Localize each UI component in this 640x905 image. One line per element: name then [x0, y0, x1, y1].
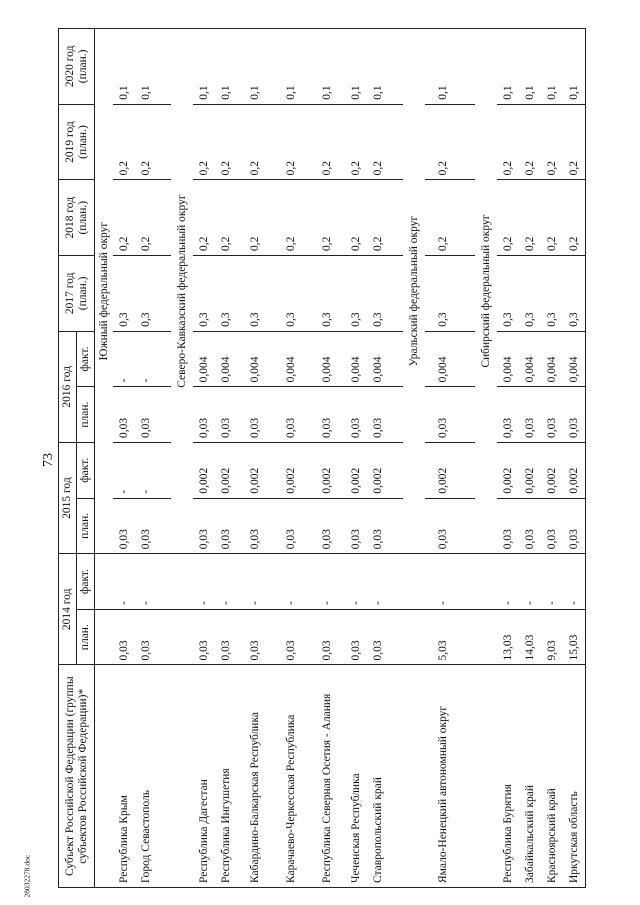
spacer-row — [389, 29, 403, 888]
value-cell: 0,2 — [367, 104, 389, 180]
value-cell: 0,2 — [309, 104, 345, 180]
value-cell: 0,2 — [425, 104, 461, 180]
header-2019: 2019 год (план.) — [59, 104, 95, 180]
value-cell: - — [113, 554, 135, 610]
value-cell: 0,1 — [425, 29, 461, 105]
region-spacer — [171, 554, 193, 610]
spacer-cell — [461, 498, 475, 554]
subject-name: Ямало-Ненецкий автономный округ — [425, 665, 461, 888]
table-row — [135, 29, 157, 888]
value-cell: 0,03 — [309, 609, 345, 665]
value-cell: 0,3 — [215, 256, 237, 332]
table-row — [215, 29, 237, 888]
spacer-cell — [461, 554, 475, 610]
value-cell: 0,004 — [497, 331, 519, 387]
value-cell: 0,3 — [345, 256, 367, 332]
region-spacer — [171, 609, 193, 665]
spacer-cell — [157, 104, 171, 180]
value-cell: 0,2 — [237, 104, 273, 180]
value-cell: 0,004 — [367, 331, 389, 387]
value-cell: 0,3 — [497, 256, 519, 332]
region-label: Южный федеральный округ — [95, 29, 114, 554]
value-cell: 0,2 — [519, 180, 541, 256]
value-cell: - — [425, 554, 461, 610]
value-cell: - — [135, 442, 157, 498]
value-cell: 0,2 — [193, 104, 215, 180]
value-cell: 0,3 — [309, 256, 345, 332]
spacer-cell — [461, 331, 475, 387]
spacer-cell — [157, 331, 171, 387]
table-row — [193, 29, 215, 888]
value-cell: 0,004 — [193, 331, 215, 387]
value-cell: 0,03 — [193, 498, 215, 554]
subject-name: Город Севастополь — [135, 665, 157, 888]
subject-name: Забайкальский край — [519, 665, 541, 888]
value-cell: 0,03 — [273, 387, 309, 443]
spacer-cell — [157, 609, 171, 665]
value-cell: 0,2 — [497, 180, 519, 256]
value-cell: 0,004 — [309, 331, 345, 387]
value-cell: 0,3 — [135, 256, 157, 332]
region-spacer — [475, 609, 497, 665]
region-spacer — [403, 609, 425, 665]
value-cell: - — [135, 331, 157, 387]
value-cell: 0,2 — [309, 180, 345, 256]
spacer-cell — [389, 180, 403, 256]
subject-name: Карачаево-Черкесская Республика — [273, 665, 309, 888]
spacer-cell — [389, 442, 403, 498]
value-cell: 0,002 — [541, 442, 563, 498]
value-cell: 15,03 — [563, 609, 586, 665]
value-cell: 0,03 — [113, 609, 135, 665]
value-cell: 0,2 — [563, 180, 586, 256]
value-cell: 0,03 — [135, 609, 157, 665]
spacer-cell — [157, 498, 171, 554]
spacer-cell — [389, 331, 403, 387]
value-cell: 0,004 — [541, 331, 563, 387]
spacer-row — [157, 29, 171, 888]
value-cell: 0,03 — [193, 609, 215, 665]
value-cell: 0,002 — [425, 442, 461, 498]
value-cell: 0,03 — [367, 387, 389, 443]
subject-name: Республика Северная Осетия - Алания — [309, 665, 345, 888]
spacer-cell — [389, 609, 403, 665]
spacer-cell — [157, 554, 171, 610]
header-2014-plan: план. — [77, 609, 95, 665]
value-cell: 0,2 — [215, 104, 237, 180]
value-cell: 0,002 — [367, 442, 389, 498]
value-cell: 0,03 — [519, 387, 541, 443]
value-cell: 0,2 — [541, 104, 563, 180]
region-spacer — [403, 665, 425, 888]
value-cell: 0,03 — [135, 498, 157, 554]
header-2017: 2017 год (план.) — [59, 256, 95, 332]
page-number: 73 — [41, 453, 56, 467]
value-cell: 0,03 — [367, 609, 389, 665]
table-row — [519, 29, 541, 888]
subject-name: Кабардино-Балкарская Республика — [237, 665, 273, 888]
spacer-cell — [389, 256, 403, 332]
value-cell: 0,3 — [273, 256, 309, 332]
value-cell: - — [345, 554, 367, 610]
header-2015-fact: факт. — [77, 442, 95, 498]
region-spacer — [95, 554, 114, 610]
table-row — [113, 29, 135, 888]
value-cell: 0,002 — [345, 442, 367, 498]
value-cell: 0,002 — [215, 442, 237, 498]
value-cell: 0,002 — [237, 442, 273, 498]
value-cell: 0,03 — [345, 498, 367, 554]
value-cell: 14,03 — [519, 609, 541, 665]
value-cell: 0,03 — [563, 387, 586, 443]
header-2015-plan: план. — [77, 498, 95, 554]
table-row — [367, 29, 389, 888]
value-cell: 0,2 — [345, 104, 367, 180]
value-cell: 0,004 — [273, 331, 309, 387]
spacer-cell — [157, 665, 171, 888]
value-cell: - — [113, 442, 135, 498]
region-label: Сибирский федеральный округ — [475, 29, 497, 554]
value-cell: 0,03 — [541, 387, 563, 443]
region-row — [403, 29, 425, 888]
table-row — [541, 29, 563, 888]
value-cell: 0,2 — [215, 180, 237, 256]
region-label: Северо-Кавказский федеральный округ — [171, 29, 193, 554]
value-cell: 0,03 — [215, 387, 237, 443]
spacer-cell — [461, 256, 475, 332]
value-cell: 0,2 — [113, 104, 135, 180]
spacer-cell — [461, 442, 475, 498]
value-cell: - — [309, 554, 345, 610]
value-cell: 9,03 — [541, 609, 563, 665]
value-cell: 0,004 — [215, 331, 237, 387]
spacer-cell — [389, 665, 403, 888]
value-cell: 0,004 — [345, 331, 367, 387]
value-cell: 0,1 — [113, 29, 135, 105]
value-cell: 0,3 — [519, 256, 541, 332]
value-cell: 0,3 — [425, 256, 461, 332]
value-cell: 0,2 — [367, 180, 389, 256]
spacer-cell — [461, 609, 475, 665]
value-cell: 0,2 — [237, 180, 273, 256]
value-cell: 0,03 — [367, 498, 389, 554]
value-cell: 0,004 — [519, 331, 541, 387]
region-spacer — [403, 554, 425, 610]
value-cell: 0,1 — [193, 29, 215, 105]
value-cell: 0,002 — [193, 442, 215, 498]
value-cell: - — [215, 554, 237, 610]
value-cell: 0,03 — [237, 387, 273, 443]
value-cell: - — [237, 554, 273, 610]
value-cell: 0,2 — [497, 104, 519, 180]
spacer-cell — [461, 29, 475, 105]
value-cell: 0,03 — [425, 498, 461, 554]
value-cell: 0,1 — [215, 29, 237, 105]
spacer-cell — [389, 387, 403, 443]
region-row — [171, 29, 193, 888]
table-body — [95, 29, 586, 888]
value-cell: 0,1 — [367, 29, 389, 105]
header-2016: 2016 год — [59, 331, 77, 442]
value-cell: 0,1 — [309, 29, 345, 105]
table-row — [237, 29, 273, 888]
region-spacer — [95, 665, 114, 888]
value-cell: 0,03 — [309, 498, 345, 554]
spacer-cell — [157, 29, 171, 105]
value-cell: 0,03 — [309, 387, 345, 443]
value-cell: 0,1 — [541, 29, 563, 105]
spacer-cell — [461, 104, 475, 180]
spacer-cell — [389, 104, 403, 180]
value-cell: 0,3 — [113, 256, 135, 332]
spacer-cell — [157, 387, 171, 443]
value-cell: 0,2 — [135, 180, 157, 256]
value-cell: 0,2 — [345, 180, 367, 256]
header-2014: 2014 год — [59, 554, 77, 665]
value-cell: 13,03 — [497, 609, 519, 665]
rotated-table-container — [58, 28, 628, 888]
data-table — [58, 28, 586, 888]
value-cell: 0,3 — [541, 256, 563, 332]
table-row — [273, 29, 309, 888]
value-cell: 5,03 — [425, 609, 461, 665]
region-spacer — [171, 665, 193, 888]
value-cell: 0,03 — [237, 609, 273, 665]
header-subject: Субъект Российской Федерации (группы субъектов Российской Федерации)* — [59, 665, 95, 888]
spacer-cell — [461, 665, 475, 888]
spacer-cell — [461, 387, 475, 443]
value-cell: 0,002 — [519, 442, 541, 498]
subject-name: Чеченская Республика — [345, 665, 367, 888]
value-cell: 0,002 — [497, 442, 519, 498]
value-cell: 0,2 — [273, 180, 309, 256]
spacer-cell — [389, 554, 403, 610]
value-cell: 0,03 — [113, 387, 135, 443]
value-cell: 0,1 — [135, 29, 157, 105]
subject-name: Красноярский край — [541, 665, 563, 888]
subject-name: Ставропольский край — [367, 665, 389, 888]
value-cell: 0,1 — [345, 29, 367, 105]
header-2016-fact: факт. — [77, 331, 95, 387]
value-cell: 0,1 — [237, 29, 273, 105]
value-cell: 0,2 — [135, 104, 157, 180]
spacer-cell — [389, 498, 403, 554]
value-cell: 0,1 — [273, 29, 309, 105]
spacer-cell — [157, 256, 171, 332]
table-row — [563, 29, 586, 888]
region-label: Уральский федеральный округ — [403, 29, 425, 554]
value-cell: 0,03 — [273, 609, 309, 665]
value-cell: 0,2 — [113, 180, 135, 256]
value-cell: 0,03 — [113, 498, 135, 554]
value-cell: 0,004 — [425, 331, 461, 387]
subject-name: Республика Дагестан — [193, 665, 215, 888]
header-2014-fact: факт. — [77, 554, 95, 610]
value-cell: 0,03 — [563, 498, 586, 554]
value-cell: 0,2 — [519, 104, 541, 180]
region-spacer — [95, 609, 114, 665]
header-2020: 2020 год (план.) — [59, 29, 95, 105]
table-row — [345, 29, 367, 888]
value-cell: - — [497, 554, 519, 610]
value-cell: 0,03 — [519, 498, 541, 554]
table-row — [497, 29, 519, 888]
value-cell: 0,03 — [193, 387, 215, 443]
value-cell: 0,2 — [425, 180, 461, 256]
value-cell: - — [193, 554, 215, 610]
value-cell: 0,1 — [497, 29, 519, 105]
value-cell: 0,03 — [345, 387, 367, 443]
value-cell: 0,03 — [237, 498, 273, 554]
value-cell: - — [541, 554, 563, 610]
value-cell: 0,2 — [563, 104, 586, 180]
subject-name: Республика Крым — [113, 665, 135, 888]
spacer-row — [461, 29, 475, 888]
value-cell: 0,002 — [273, 442, 309, 498]
value-cell: 0,1 — [519, 29, 541, 105]
spacer-cell — [461, 180, 475, 256]
spacer-cell — [157, 442, 171, 498]
value-cell: - — [135, 554, 157, 610]
value-cell: 0,03 — [497, 498, 519, 554]
value-cell: 0,03 — [273, 498, 309, 554]
spacer-cell — [389, 29, 403, 105]
spacer-cell — [157, 180, 171, 256]
value-cell: - — [367, 554, 389, 610]
value-cell: 0,03 — [215, 498, 237, 554]
value-cell: 0,3 — [367, 256, 389, 332]
table-row — [425, 29, 461, 888]
value-cell: 0,3 — [193, 256, 215, 332]
value-cell: 0,03 — [345, 609, 367, 665]
table-row — [309, 29, 345, 888]
value-cell: 0,03 — [215, 609, 237, 665]
header-2016-plan: план. — [77, 387, 95, 443]
value-cell: 0,002 — [309, 442, 345, 498]
region-spacer — [475, 554, 497, 610]
value-cell: - — [563, 554, 586, 610]
header-2018: 2018 год (план.) — [59, 180, 95, 256]
value-cell: 0,1 — [563, 29, 586, 105]
value-cell: 0,03 — [497, 387, 519, 443]
value-cell: - — [113, 331, 135, 387]
value-cell: 0,3 — [237, 256, 273, 332]
value-cell: 0,2 — [541, 180, 563, 256]
subject-name: Иркутская область — [563, 665, 586, 888]
value-cell: 0,03 — [425, 387, 461, 443]
region-spacer — [475, 665, 497, 888]
value-cell: 0,3 — [563, 256, 586, 332]
value-cell: - — [519, 554, 541, 610]
region-row — [475, 29, 497, 888]
footer-doc-code: 28032278.doc — [22, 854, 32, 898]
region-row — [95, 29, 114, 888]
value-cell: 0,004 — [237, 331, 273, 387]
value-cell: 0,004 — [563, 331, 586, 387]
value-cell: 0,03 — [135, 387, 157, 443]
subject-name: Республика Бурятия — [497, 665, 519, 888]
value-cell: 0,2 — [193, 180, 215, 256]
table-header — [59, 29, 95, 888]
value-cell: - — [273, 554, 309, 610]
value-cell: 0,03 — [541, 498, 563, 554]
subject-name: Республика Ингушетия — [215, 665, 237, 888]
header-2015: 2015 год — [59, 442, 77, 553]
value-cell: 0,002 — [563, 442, 586, 498]
value-cell: 0,2 — [273, 104, 309, 180]
